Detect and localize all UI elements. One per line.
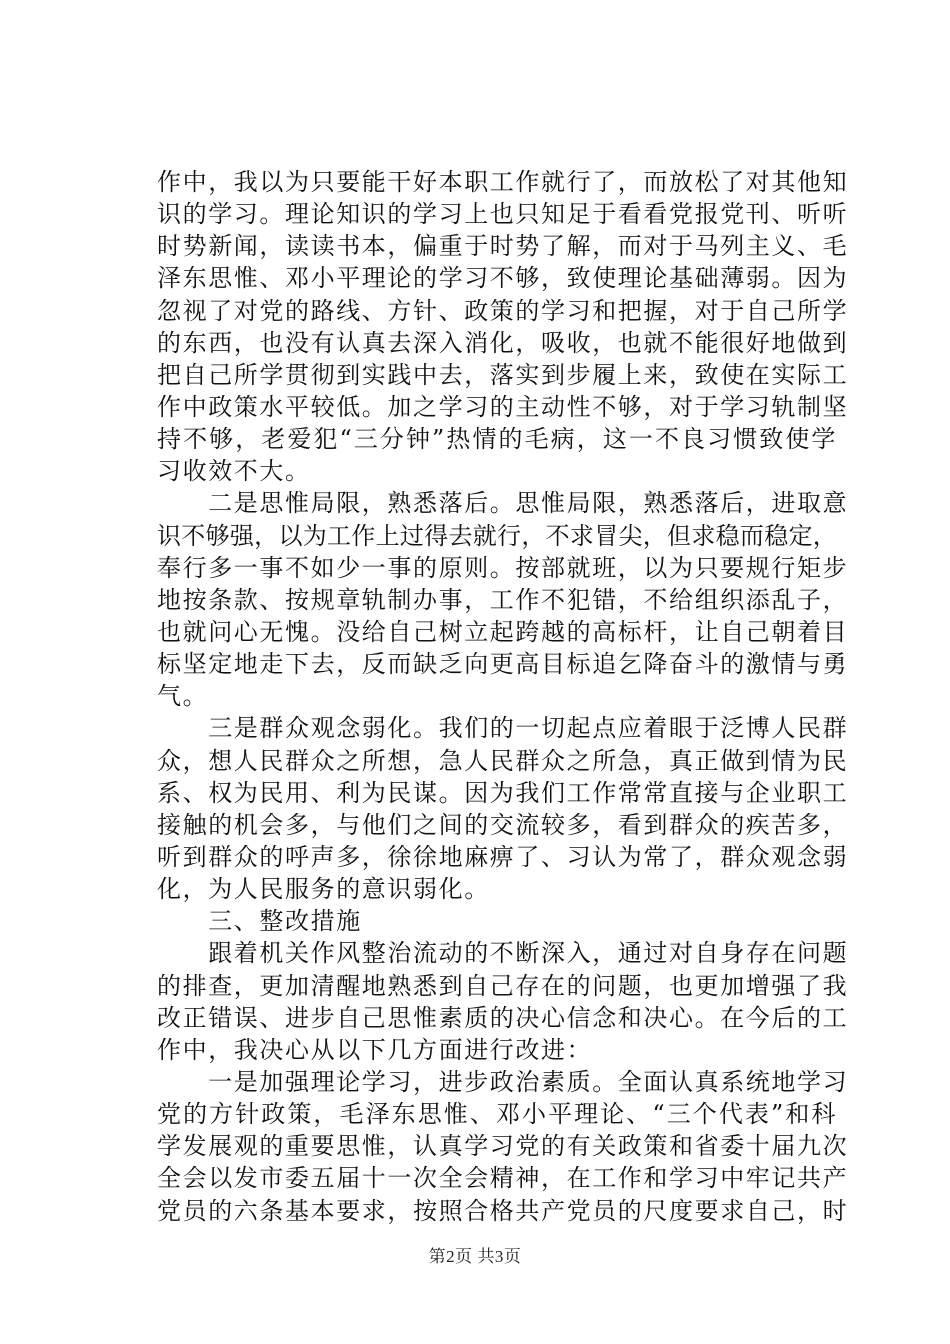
text-line: 气。 xyxy=(157,682,209,711)
text-line: 听到群众的呼声多，徐徐地麻痹了、习认为常了，群众观念弱 xyxy=(157,842,849,871)
section-heading: 三、整改措施 xyxy=(157,907,362,936)
text-line: 奉行多一事不如少一事的原则。按部就班，以为只要规行矩步 xyxy=(157,553,849,582)
text-line: 作中，我决心从以下几方面进行改进： xyxy=(157,1035,593,1064)
page-number-footer: 第2页 共3页 xyxy=(428,1247,522,1266)
document-body xyxy=(157,166,849,1227)
text-line: 把自己所学贯彻到实践中去，落实到步履上来，致使在实际工 xyxy=(157,360,849,389)
text-line: 识不够强，以为工作上过得去就行，不求冒尖，但求稳而稳定， xyxy=(157,521,837,550)
text-line: 持不够，老爱犯“三分钟”热情的毛病，这一不良习惯致使学 xyxy=(157,425,837,454)
text-line: 地按条款、按规章轨制办事，工作不犯错，不给组织添乱子， xyxy=(157,585,849,614)
text-line: 忽视了对党的路线、方针、政策的学习和把握，对于自己所学 xyxy=(157,296,849,325)
text-line: 泽东思惟、邓小平理论的学习不够，致使理论基础薄弱。因为 xyxy=(157,264,849,293)
paragraph-start-line: 二是思惟局限，熟悉落后。思惟局限，熟悉落后，进取意 xyxy=(157,489,849,518)
text-line: 党员的六条基本要求，按照合格共产党员的尺度要求自己，时 xyxy=(157,1196,849,1225)
text-line: 改正错误、进步自己思惟素质的决心信念和决心。在今后的工 xyxy=(157,1003,849,1032)
text-line: 系、权为民用、利为民谋。因为我们工作常常直接与企业职工 xyxy=(157,778,849,807)
paragraph-start-line: 三是群众观念弱化。我们的一切起点应着眼于泛博人民群 xyxy=(157,714,849,743)
text-line: 习收效不大。 xyxy=(157,457,311,486)
text-line: 作中，我以为只要能干好本职工作就行了，而放松了对其他知 xyxy=(157,168,849,196)
text-line: 学发展观的重要思惟，认真学习党的有关政策和省委十届九次 xyxy=(157,1132,849,1161)
text-line: 众，想人民群众之所想，急人民群众之所急，真正做到情为民 xyxy=(157,746,849,775)
text-line: 全会以发市委五届十一次全会精神，在工作和学习中牢记共产 xyxy=(157,1164,849,1193)
paragraph-start-line: 跟着机关作风整治流动的不断深入，通过对自身存在问题 xyxy=(157,939,849,968)
text-line: 化，为人民服务的意识弱化。 xyxy=(157,875,490,904)
text-line: 识的学习。理论知识的学习上也只知足于看看党报党刊、听听 xyxy=(157,200,849,229)
text-line: 党的方针政策，毛泽东思惟、邓小平理论、“三个代表”和科 xyxy=(157,1100,837,1129)
text-line: 接触的机会多，与他们之间的交流较多，看到群众的疾苦多， xyxy=(157,810,849,839)
text-line: 作中政策水平较低。加之学习的主动性不够，对于学习轨制坚 xyxy=(157,392,849,421)
text-line: 的东西，也没有认真去深入消化，吸收，也就不能很好地做到 xyxy=(157,328,849,357)
text-line: 的排查，更加清醒地熟悉到自己存在的问题，也更加增强了我 xyxy=(157,971,849,1000)
text-line: 也就问心无愧。没给自己树立起跨越的高标杆，让自己朝着目 xyxy=(157,617,849,646)
text-line: 标坚定地走下去，反而缺乏向更高目标追乞降奋斗的激情与勇 xyxy=(157,650,849,679)
paragraph-start-line: 一是加强理论学习，进步政治素质。全面认真系统地学习 xyxy=(157,1067,849,1096)
text-line: 时势新闻，读读书本，偏重于时势了解，而对于马列主义、毛 xyxy=(157,232,849,261)
